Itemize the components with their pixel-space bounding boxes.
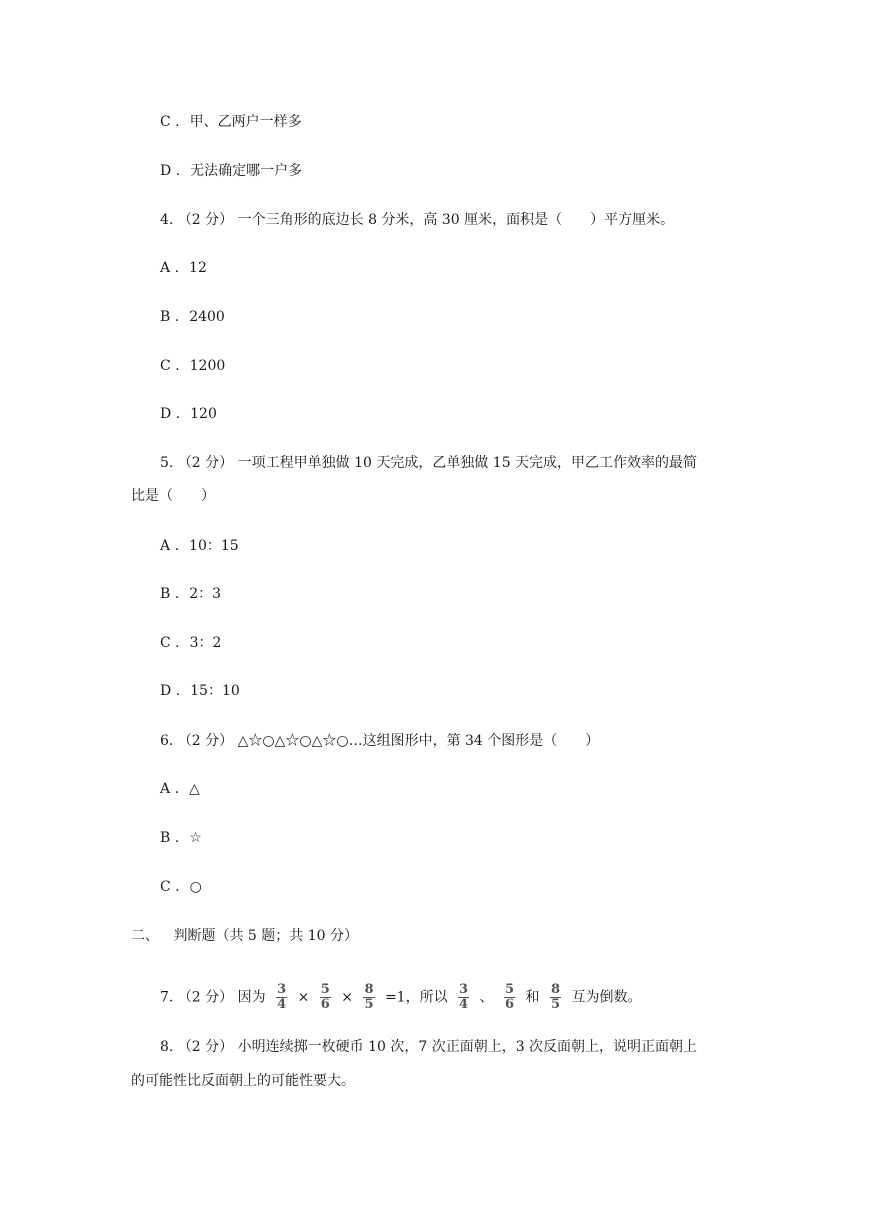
option-letter: C xyxy=(160,879,171,895)
question-score: （2 分） xyxy=(177,989,234,1006)
option-text: ○ xyxy=(189,879,202,895)
question-number: 8. xyxy=(160,1039,174,1055)
question-text: 一个三角形的底边长 8 分米，高 30 厘米，面积是（ ）平方厘米。 xyxy=(237,212,675,228)
option-d: D . 120 xyxy=(160,406,217,422)
option-letter: B xyxy=(160,830,171,846)
option-a: A . 12 xyxy=(160,260,207,276)
fraction: $\frac{3}{4}$ xyxy=(459,982,469,1012)
question-text: 一项工程甲单独做 10 天完成，乙单独做 15 天完成，甲乙工作效率的最简 xyxy=(237,455,698,471)
option-text: 1200 xyxy=(189,358,226,374)
option-text: 3：2 xyxy=(189,635,222,651)
option-b: B . ☆ xyxy=(160,830,202,846)
question-score: （2 分） xyxy=(177,455,234,471)
option-c: C . ○ xyxy=(160,879,202,895)
option-a: A . △ xyxy=(160,781,200,797)
question-number: 4. xyxy=(160,212,174,228)
question-text: 小明连续掷一枚硬币 10 次，7 次正面朝上，3 次反面朝上，说明正面朝上 xyxy=(237,1039,698,1055)
option-a: A . 10：15 xyxy=(160,538,239,554)
option-text: 无法确定哪一户多 xyxy=(190,163,303,179)
option-d: D . 15：10 xyxy=(160,683,240,699)
question-prefix: 因为 xyxy=(237,989,266,1006)
question-number: 7. xyxy=(160,989,174,1006)
option-text: 2：3 xyxy=(189,586,222,602)
option-d: D . 无法确定哪一户多 xyxy=(160,163,303,179)
question-7 xyxy=(160,984,641,1011)
section-number: 二、 xyxy=(131,928,159,944)
option-letter: A xyxy=(160,260,171,276)
option-letter: B xyxy=(160,586,171,602)
question-score: （2 分） xyxy=(177,212,234,228)
option-text: 甲、乙两户一样多 xyxy=(189,114,302,130)
times-symbol: × xyxy=(341,989,353,1006)
section-heading xyxy=(131,926,358,946)
question-8 xyxy=(160,1037,697,1057)
question-middle: =1，所以 xyxy=(384,989,448,1006)
option-text: 10：15 xyxy=(189,538,239,554)
fraction: $\frac{5}{6}$ xyxy=(505,982,515,1012)
option-letter: A xyxy=(160,538,171,554)
question-text-continuation: 比是（ ） xyxy=(131,488,215,504)
question-text-continuation: 的可能性比反面朝上的可能性要大。 xyxy=(131,1073,355,1089)
option-b: B . 2400 xyxy=(160,309,225,325)
option-text: 12 xyxy=(189,260,207,276)
section-title: 判断题（共 5 题；共 10 分） xyxy=(173,928,358,944)
fraction: $\frac{3}{4}$ xyxy=(277,982,287,1012)
question-number: 6. xyxy=(160,733,174,749)
fraction: $\frac{5}{6}$ xyxy=(320,982,330,1012)
question-score: （2 分） xyxy=(177,733,234,749)
separator: 、 xyxy=(479,989,494,1006)
option-c: C . 1200 xyxy=(160,358,226,374)
option-letter: D xyxy=(160,683,172,699)
question-text: △☆○△☆○△☆○…这组图形中，第 34 个图形是（ ） xyxy=(237,733,600,749)
option-b: B . 2：3 xyxy=(160,586,222,602)
question-5 xyxy=(160,453,697,473)
option-c: C . 3：2 xyxy=(160,635,222,651)
option-text: 120 xyxy=(190,406,217,422)
option-letter: D xyxy=(160,163,172,179)
option-letter: C xyxy=(160,114,171,130)
option-c: C . 甲、乙两户一样多 xyxy=(160,114,302,130)
question-number: 5. xyxy=(160,455,174,471)
times-symbol: × xyxy=(297,989,310,1006)
question-score: （2 分） xyxy=(177,1039,234,1055)
option-letter: A xyxy=(160,781,171,797)
option-text: 15：10 xyxy=(190,683,240,699)
fraction: $\frac{8}{5}$ xyxy=(364,982,374,1012)
option-letter: B xyxy=(160,309,171,325)
option-letter: C xyxy=(160,358,171,374)
question-suffix: 互为倒数。 xyxy=(571,989,642,1006)
option-text: △ xyxy=(189,781,200,797)
question-4 xyxy=(160,210,674,230)
conjunction: 和 xyxy=(525,989,540,1006)
option-text: 2400 xyxy=(189,309,225,325)
option-letter: D xyxy=(160,406,172,422)
fraction: $\frac{8}{5}$ xyxy=(550,982,560,1012)
option-letter: C xyxy=(160,635,171,651)
question-6 xyxy=(160,731,599,751)
option-text: ☆ xyxy=(189,830,202,846)
